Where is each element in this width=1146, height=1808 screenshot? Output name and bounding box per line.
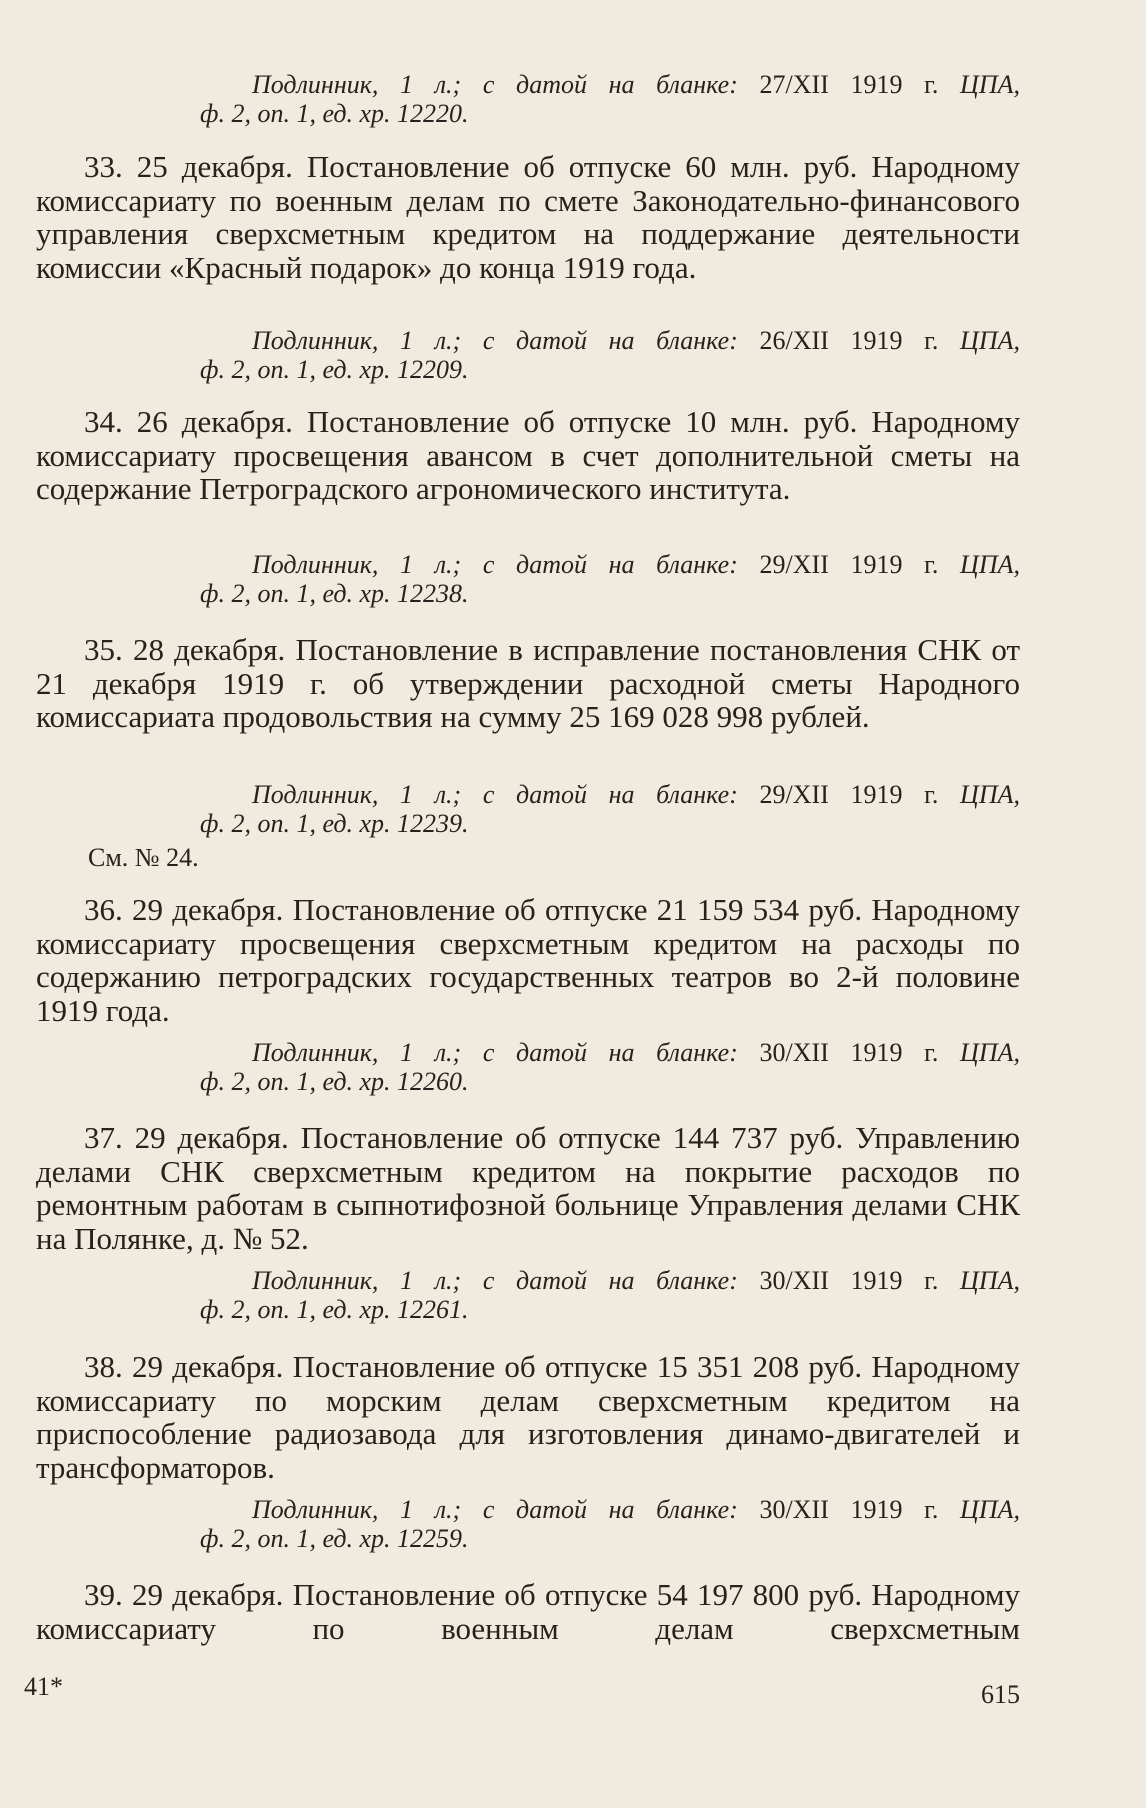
- source-date: 30/XII 1919 г.: [759, 1038, 939, 1067]
- entry-33: [36, 150, 1020, 284]
- header-source-note: [36, 70, 1020, 128]
- entry-39: [36, 1578, 1020, 1645]
- source-archive: ЦПА,: [938, 550, 1020, 579]
- entry-37: [36, 1121, 1020, 1255]
- entry-text: 36. 29 декабря. Постановление об отпуске 21 159 534 руб. Народному комиссариату просвещения сверхсметным кредитом на расходы по содержанию петроградских государственных театров во 2-й половине 1919 года.: [36, 892, 1020, 1028]
- source-label: Подлинник, 1 л.; с датой на бланке:: [252, 1038, 760, 1067]
- see-also: См. № 24.: [88, 843, 199, 872]
- source-archive: ЦПА,: [938, 70, 1020, 99]
- source-archive: ЦПА,: [938, 1038, 1020, 1067]
- source-ref: ф. 2, оп. 1, ед. хр. 12238.: [200, 579, 469, 608]
- source-label: Подлинник, 1 л.; с датой на бланке:: [252, 550, 760, 579]
- source-label: Подлинник, 1 л.; с датой на бланке:: [252, 326, 760, 355]
- source-archive: ЦПА,: [938, 326, 1020, 355]
- source-archive: ЦПА,: [938, 1266, 1020, 1295]
- entry-33-source: [36, 326, 1020, 384]
- entry-text: 35. 28 декабря. Постановление в исправление постановления СНК от 21 декабря 1919 г. об утверждении расходной сметы Народного комиссариата продовольствия на сумму 25 169 028 998 рублей.: [36, 632, 1020, 734]
- entry-34-source: [36, 550, 1020, 608]
- source-ref: ф. 2, оп. 1, ед. хр. 12220.: [200, 99, 469, 128]
- source-ref: ф. 2, оп. 1, ед. хр. 12239.: [200, 809, 469, 838]
- source-ref: ф. 2, оп. 1, ед. хр. 12209.: [200, 355, 469, 384]
- source-label: Подлинник, 1 л.; с датой на бланке:: [252, 1495, 760, 1524]
- entry-text: 34. 26 декабря. Постановление об отпуске 10 млн. руб. Народному комиссариату просвещения авансом в счет дополнительной сметы на содержание Петроградского агрономического института.: [36, 404, 1020, 506]
- source-archive: ЦПА,: [938, 780, 1020, 809]
- entry-text: 39. 29 декабря. Постановление об отпуске 54 197 800 руб. Народному комиссариату по военным делам сверхсметным: [36, 1577, 1020, 1646]
- entry-35-source: [36, 780, 1020, 838]
- source-ref: ф. 2, оп. 1, ед. хр. 12259.: [200, 1524, 469, 1553]
- entry-38-source: [36, 1495, 1020, 1553]
- source-label: Подлинник, 1 л.; с датой на бланке:: [252, 1266, 760, 1295]
- entry-text: 37. 29 декабря. Постановление об отпуске 144 737 руб. Управлению делами СНК сверхсметным кредитом на покрытие расходов по ремонтным работам в сыпнотифозной больнице Управления делами СНК на Полянке, д. № 52.: [36, 1120, 1020, 1256]
- entry-36: [36, 893, 1020, 1027]
- signature-mark: 41*: [24, 1672, 63, 1701]
- source-date: 26/XII 1919 г.: [759, 326, 939, 355]
- entry-34: [36, 405, 1020, 506]
- source-ref: ф. 2, оп. 1, ед. хр. 12261.: [200, 1295, 469, 1324]
- source-date: 29/XII 1919 г.: [759, 780, 939, 809]
- source-archive: ЦПА,: [938, 1495, 1020, 1524]
- entry-text: 33. 25 декабря. Постановление об отпуске 60 млн. руб. Народному комиссариату по военным делам по смете Законодательно-финансового управления сверхсметным кредитом на поддержание деятельности комиссии «Красный подарок» до конца 1919 года.: [36, 149, 1020, 285]
- source-date: 27/XII 1919 г.: [759, 70, 939, 99]
- source-label: Подлинник, 1 л.; с датой на бланке:: [252, 780, 760, 809]
- entry-38: [36, 1350, 1020, 1484]
- entry-37-source: [36, 1266, 1020, 1324]
- entry-36-source: [36, 1038, 1020, 1096]
- source-date: 29/XII 1919 г.: [759, 550, 939, 579]
- entry-35: [36, 633, 1020, 734]
- source-ref: ф. 2, оп. 1, ед. хр. 12260.: [200, 1067, 469, 1096]
- page-number: 615: [981, 1680, 1020, 1709]
- source-date: 30/XII 1919 г.: [759, 1495, 939, 1524]
- source-date: 30/XII 1919 г.: [759, 1266, 939, 1295]
- see-also-note: [36, 843, 1020, 873]
- entry-text: 38. 29 декабря. Постановление об отпуске 15 351 208 руб. Народному комиссариату по морским делам сверхсметным кредитом на приспособление радиозавода для изготовления динамо-двигателей и трансформаторов.: [36, 1349, 1020, 1485]
- source-label: Подлинник, 1 л.; с датой на бланке:: [252, 70, 760, 99]
